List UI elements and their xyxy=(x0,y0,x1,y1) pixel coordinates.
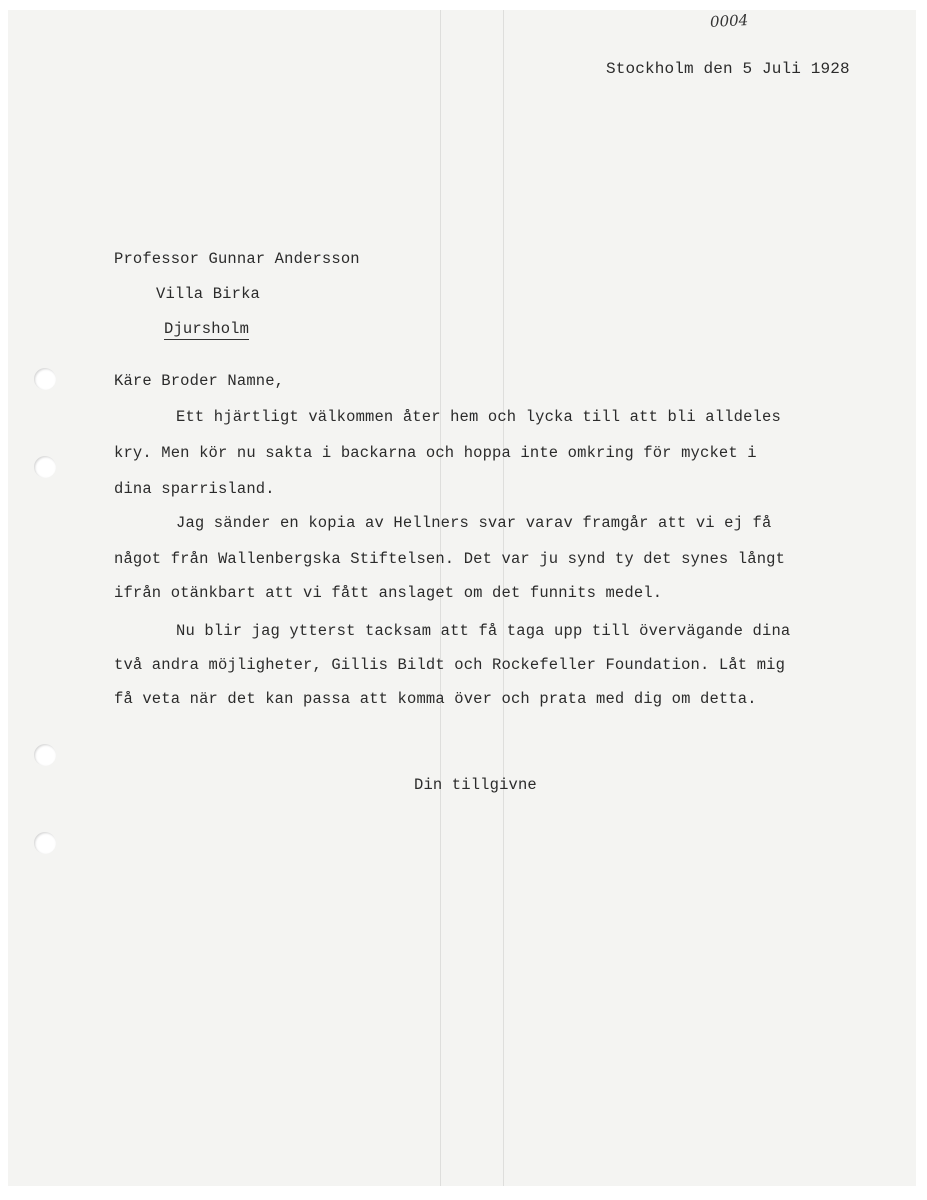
punch-hole xyxy=(34,368,56,390)
body-line: Jag sänder en kopia av Hellners svar varav framgår att vi ej få xyxy=(176,514,772,532)
archive-number: 0004 xyxy=(709,11,749,31)
closing-line: Din tillgivne xyxy=(414,776,537,794)
body-line: få veta när det kan passa att komma över och prata med dig om detta. xyxy=(114,690,757,708)
body-line: något från Wallenbergska Stiftelsen. Det var ju synd ty det synes långt xyxy=(114,550,786,568)
punch-hole xyxy=(34,744,56,766)
recipient-city-text: Djursholm xyxy=(164,320,250,338)
recipient-name: Professor Gunnar Andersson xyxy=(114,250,360,268)
body-line: kry. Men kör nu sakta i backarna och hoppa inte omkring för mycket i xyxy=(114,444,757,462)
recipient-street: Villa Birka xyxy=(156,285,260,303)
body-line: ifrån otänkbart att vi fått anslaget om det funnits medel. xyxy=(114,584,663,602)
body-line: Nu blir jag ytterst tacksam att få taga upp till övervägande dina xyxy=(176,622,791,640)
date-line: Stockholm den 5 Juli 1928 xyxy=(606,60,850,78)
body-line: två andra möjligheter, Gillis Bildt och Rockefeller Foundation. Låt mig xyxy=(114,656,786,674)
body-line: Ett hjärtligt välkommen åter hem och lycka till att bli alldeles xyxy=(176,408,781,426)
letter-page xyxy=(8,10,916,1186)
punch-hole xyxy=(34,832,56,854)
recipient-city xyxy=(164,320,249,338)
body-line: dina sparrisland. xyxy=(114,480,275,498)
punch-hole xyxy=(34,456,56,478)
salutation: Käre Broder Namne, xyxy=(114,372,285,390)
